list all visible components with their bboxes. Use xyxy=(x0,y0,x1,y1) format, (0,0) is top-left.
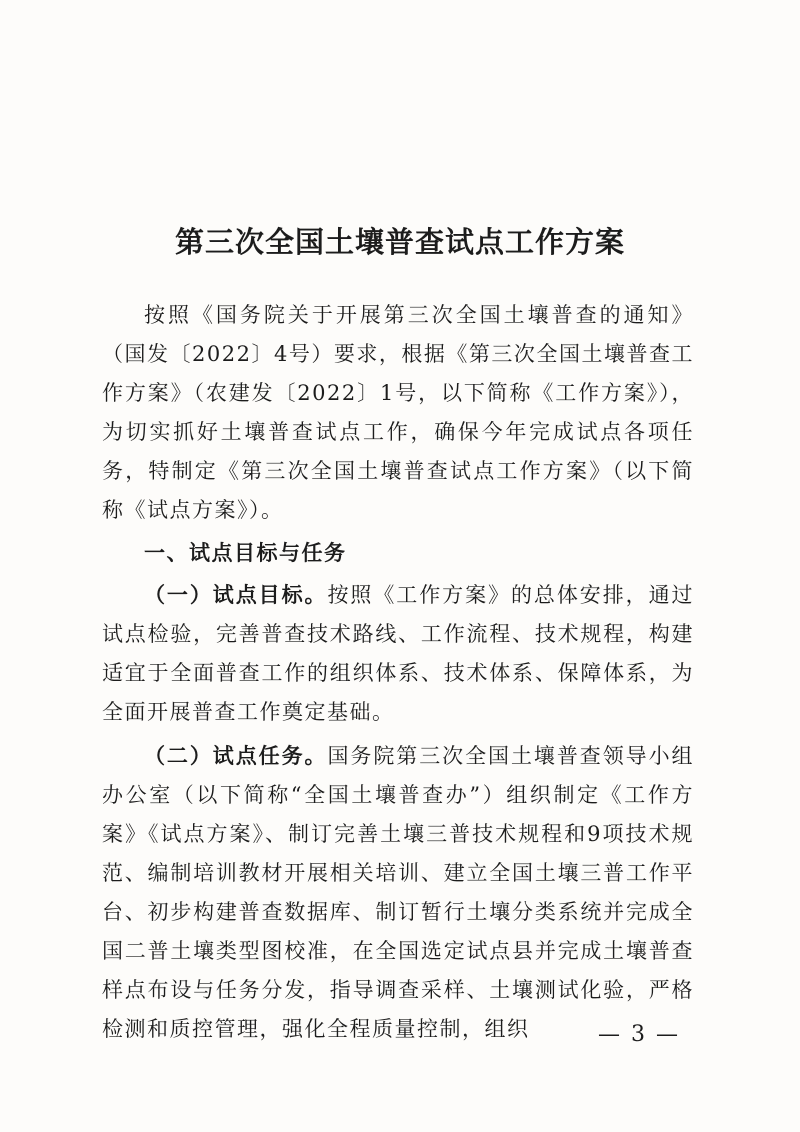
intro-paragraph: 按照《国务院关于开展第三次全国土壤普查的通知》（国发〔2022〕4号）要求，根据《第三次全国土壤普查工作方案》（农建发〔2022〕1号，以下简称《工作方案》），为切实抓好土壤普查试点工作，确保今年完成试点各项任务，特制定《第三次全国土壤普查试点工作方案》（以下简称《试点方案》）。 xyxy=(102,303,694,522)
document-body xyxy=(102,296,694,1049)
item-text-objectives: 按照《工作方案》的总体安排，通过试点检验，完善普查技术路线、工作流程、技术规程，构建适宜于全面普查工作的组织体系、技术体系、保障体系，为全面开展普查工作奠定基础。 xyxy=(102,583,695,724)
item-paragraph-objectives xyxy=(102,575,694,732)
section-heading: 一、试点目标与任务 xyxy=(144,540,347,565)
item-text-tasks: 国务院第三次全国土壤普查领导小组办公室（以下简称“全国土壤普查办”）组织制定《工作方案》《试点方案》、制订完善土壤三普技术规程和9项技术规范、编制培训教材开展相关培训、建立全国土壤三普工作平台、初步构建普查数据库、制订暂行土壤分类系统并完成全国二普土壤类型图校准，在全国选定试点县并完成土壤普查样点布设与任务分发，指导调查采样、土壤测试化验，严格检测和质控管理，强化全程质量控制，组织 xyxy=(102,744,695,1041)
item-lead-objectives: （一）试点目标。 xyxy=(144,582,328,607)
item-paragraph-tasks xyxy=(102,736,694,1049)
document-title: 第三次全国土壤普查试点工作方案 xyxy=(174,225,625,259)
page-number: — 3 — xyxy=(598,1022,680,1047)
item-lead-tasks: （二）试点任务。 xyxy=(144,743,328,768)
